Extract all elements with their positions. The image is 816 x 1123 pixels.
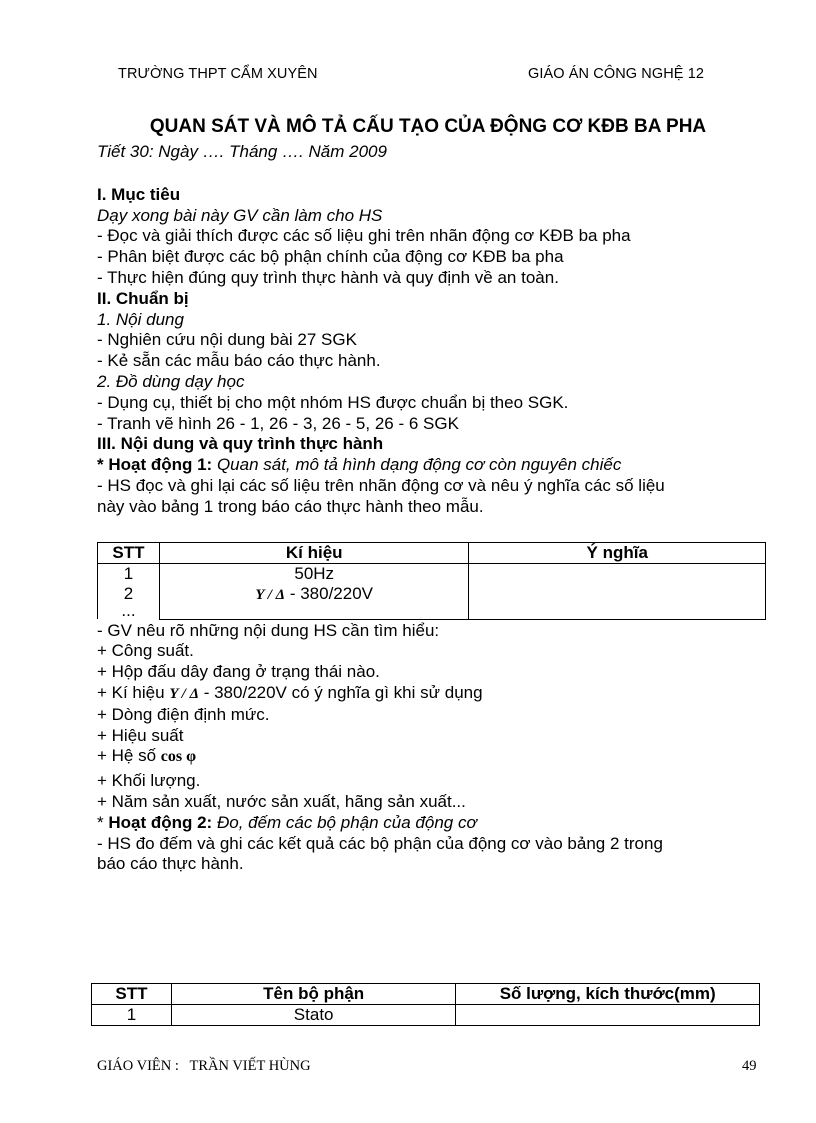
section-1-intro: Dạy xong bài này GV cần làm cho HS: [97, 205, 383, 225]
activity-1-text: này vào bảng 1 trong báo cáo thực hành theo mẫu.: [97, 496, 484, 516]
cell-stt: ...: [121, 601, 136, 621]
footer-teacher: GIÁO VIÊN : TRẦN VIẾT HÙNG: [97, 1058, 311, 1074]
col-meaning: Ý nghĩa: [469, 542, 766, 563]
col-quantity-size: Số lượng, kích thước(mm): [456, 984, 760, 1005]
section-2-sub2: 2. Đồ dùng dạy học: [97, 371, 245, 391]
cell-meaning: [469, 563, 766, 619]
equipment-item: - Dụng cụ, thiết bị cho một nhóm HS được chuẩn bị theo SGK.: [97, 392, 569, 412]
section-1-heading: I. Mục tiêu: [97, 184, 181, 204]
equipment-item: - Tranh vẽ hình 26 - 1, 26 - 3, 26 - 5, 26 - 6 SGK: [97, 413, 459, 433]
cell-stt: 1: [92, 1005, 172, 1026]
cell-quantity-size: [456, 1005, 760, 1026]
cell-part-name: Stato: [171, 1005, 456, 1026]
prep-item: - Nghiên cứu nội dung bài 27 SGK: [97, 330, 357, 350]
y-delta-symbol: Y / Δ: [169, 685, 199, 702]
table-header-row: [98, 542, 766, 563]
activity-2-text: báo cáo thực hành.: [97, 854, 244, 874]
gv-item: + Hiệu suất: [97, 725, 184, 745]
col-stt: STT: [98, 542, 160, 563]
document-body: [97, 142, 777, 1026]
section-3-heading: III. Nội dung và quy trình thực hành: [97, 434, 384, 454]
col-symbol: Kí hiệu: [159, 542, 469, 563]
table-row: [98, 563, 766, 619]
header-school: TRƯỜNG THPT CẨM XUYÊN: [118, 66, 318, 82]
y-delta-symbol: Y / Δ: [255, 586, 286, 603]
activity-1-text: - HS đọc và ghi lại các số liệu trên nhãn động cơ và nêu ý nghĩa các số liệu: [97, 475, 665, 495]
activity-2-text: - HS đo đếm và ghi các kết quả các bộ phận của động cơ vào bảng 2 trong: [97, 833, 663, 853]
gv-item: + Hộp đấu dây đang ở trạng thái nào.: [97, 662, 380, 682]
gv-item: + Dòng điện định mức.: [97, 704, 270, 724]
gv-item: + Hệ số cos φ: [97, 746, 197, 766]
section-2-sub1: 1. Nội dung: [97, 309, 184, 329]
gv-item: + Năm sản xuất, nước sản xuất, hãng sản xuất...: [97, 791, 466, 811]
prep-item: - Kẻ sẵn các mẫu báo cáo thực hành.: [97, 351, 381, 371]
col-part-name: Tên bộ phận: [171, 984, 456, 1005]
section-2-heading: II. Chuẩn bị: [97, 288, 189, 308]
header-subject: GIÁO ÁN CÔNG NGHỆ 12: [528, 66, 705, 82]
cell-symbol: Y / Δ - 380/220V: [255, 583, 373, 603]
table-header-row: [92, 984, 760, 1005]
activity-1-title: [97, 455, 777, 476]
objective-item: - Thực hiện đúng quy trình thực hành và quy định về an toàn.: [97, 267, 559, 287]
cell-stt: 2: [123, 584, 134, 604]
table-parts: [91, 983, 760, 1026]
activity-2-desc: Đo, đếm các bộ phận của động cơ: [212, 812, 477, 832]
objective-item: - Đọc và giải thích được các số liệu ghi trên nhãn động cơ KĐB ba pha: [97, 226, 631, 246]
activity-1-label: * Hoạt động 1:: [97, 455, 213, 475]
cos-phi-symbol: cos φ: [160, 748, 197, 766]
table-row: [92, 1005, 760, 1026]
gv-item: + Công suất.: [97, 641, 194, 661]
cell-stt: 1: [123, 564, 134, 584]
activity-1-desc: Quan sát, mô tả hình dạng động cơ còn nguyên chiếc: [212, 455, 622, 475]
activity-2-title: * Hoạt động 2: Đo, đếm các bộ phận của động cơ: [97, 812, 477, 832]
table-symbols: [97, 542, 766, 620]
page-title: QUAN SÁT VÀ MÔ TẢ CẤU TẠO CỦA ĐỘNG CƠ KĐB BA PHA: [149, 116, 707, 137]
footer-page-number: 49: [742, 1058, 757, 1074]
lesson-subtitle: Tiết 30: Ngày …. Tháng …. Năm 2009: [97, 142, 387, 161]
gv-item: + Kí hiệu Y / Δ - 380/220V có ý nghĩa gì khi sử dụng: [97, 682, 483, 702]
objective-item: - Phân biệt được các bộ phận chính của động cơ KĐB ba pha: [97, 247, 564, 267]
gv-item: + Khối lượng.: [97, 771, 201, 791]
activity-2-label: Hoạt động 2:: [108, 812, 213, 832]
cell-symbol: 50Hz: [294, 563, 335, 583]
gv-intro: - GV nêu rõ những nội dung HS cần tìm hiểu:: [97, 620, 440, 640]
col-stt: STT: [92, 984, 172, 1005]
